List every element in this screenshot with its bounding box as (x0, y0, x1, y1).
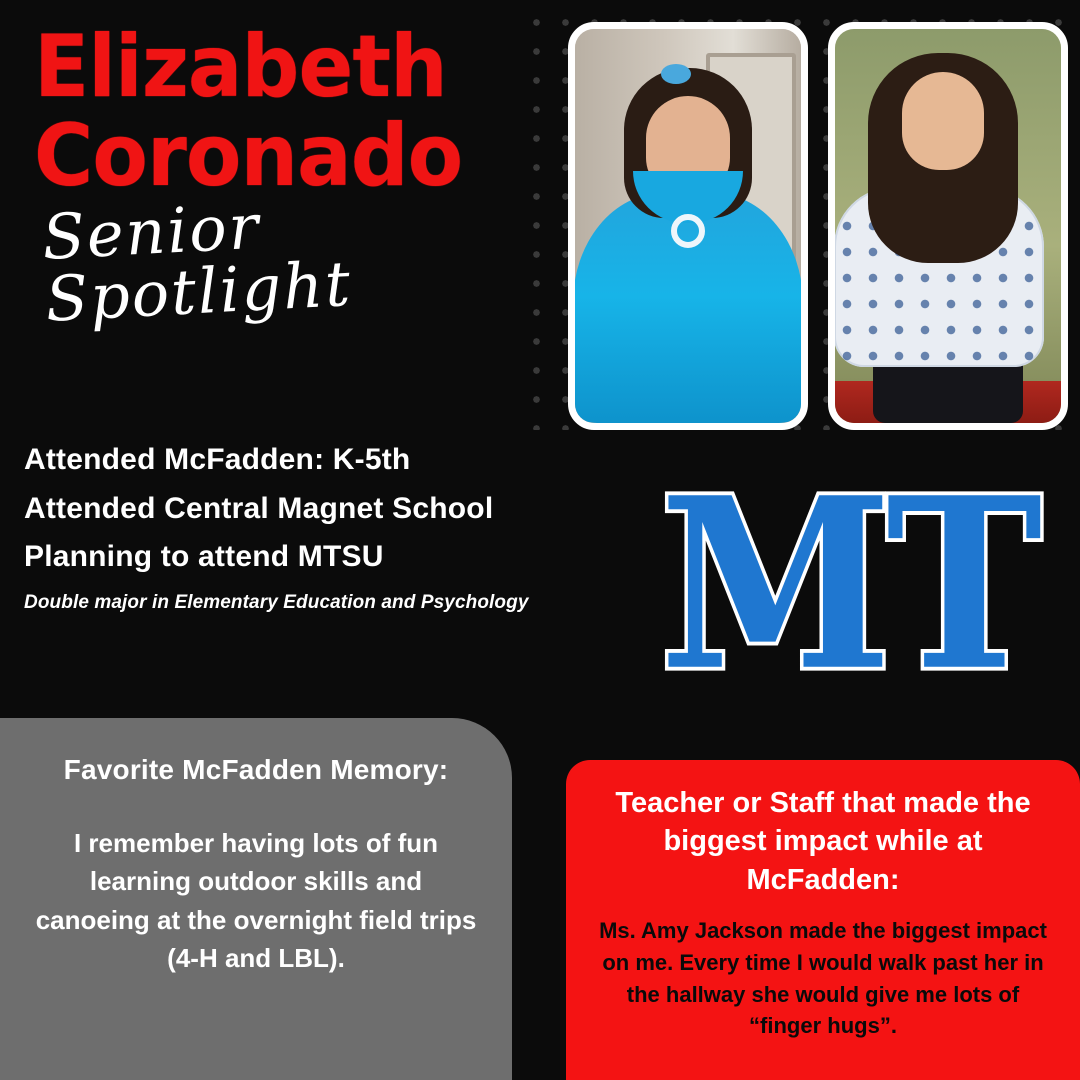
bio-block (24, 436, 614, 614)
dress-ring-detail (671, 214, 705, 248)
childhood-photo-image (575, 29, 801, 423)
childhood-photo (568, 22, 808, 430)
bio-line-2: Attended Central Magnet School (24, 491, 494, 525)
senior-photo-image (835, 29, 1061, 423)
teacher-impact-title: Teacher or Staff that made the biggest impact while at McFadden: (615, 787, 1031, 896)
senior-face (902, 72, 984, 170)
photo-gallery (568, 22, 1068, 430)
senior-spotlight-script-label: Senior Spotlight (40, 189, 354, 337)
senior-photo (828, 22, 1068, 430)
bio-line-3: Planning to attend MTSU (24, 540, 384, 574)
favorite-memory-body: I remember having lots of fun learning outdoor skills and canoeing at the overnight field trips (4-H and LBL). (35, 828, 477, 974)
favorite-memory-card (0, 718, 512, 1080)
bio-line-1: Attended McFadden: K-5th (24, 443, 411, 476)
teacher-impact-card (566, 760, 1080, 1080)
teacher-impact-body: Ms. Amy Jackson made the biggest impact on me. Every time I would walk past her in the hallway she would give me lots of “finger hugs”. (599, 917, 1047, 1039)
mtsu-logo-text: MT (659, 446, 1037, 723)
headline-block (34, 17, 534, 337)
favorite-memory-title: Favorite McFadden Memory: (63, 754, 449, 785)
student-last-name: Coronado (34, 105, 463, 206)
bio-subtitle: Double major in Elementary Education and Psychology (24, 591, 529, 613)
mtsu-logo (648, 446, 1048, 723)
student-first-name: Elizabeth (34, 17, 447, 117)
